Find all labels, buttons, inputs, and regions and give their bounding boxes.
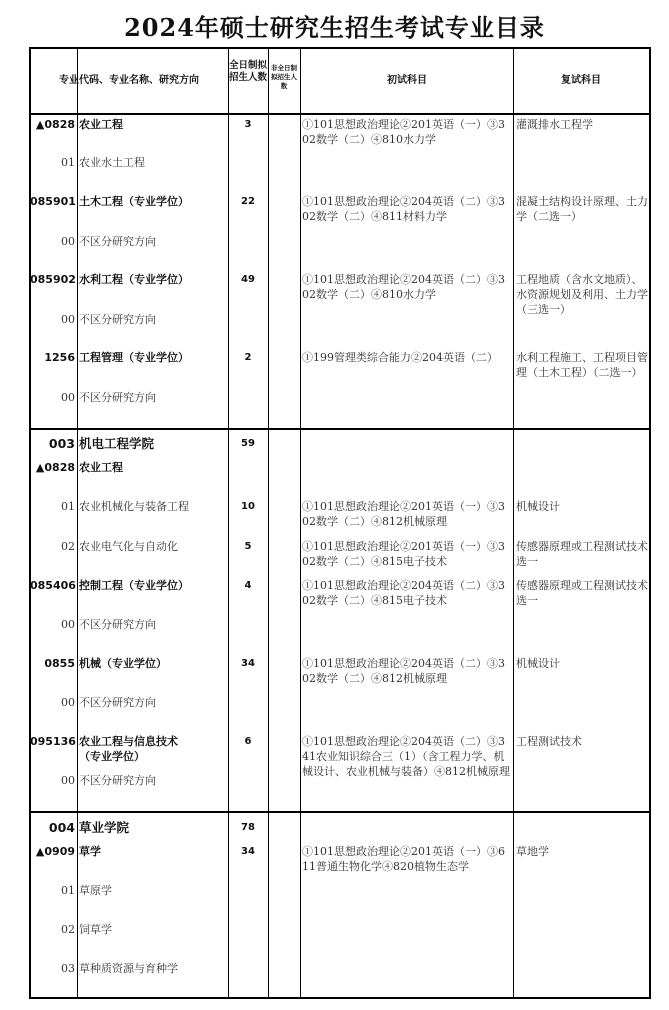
fulltime-count: 3 [244, 119, 252, 130]
fulltime-count: 34 [241, 846, 255, 857]
major-code: ▲0909 [35, 845, 75, 858]
college-name: 机电工程学院 [79, 436, 155, 451]
col-divider [268, 49, 269, 997]
college-code: 003 [48, 436, 75, 451]
fulltime-count: 78 [241, 822, 255, 833]
major-code: 085902 [30, 273, 76, 286]
col-divider [513, 49, 514, 997]
major-code: 0855 [44, 657, 75, 670]
major-code: 085901 [30, 195, 76, 208]
major-code: ▲0828 [35, 461, 75, 474]
direction-code: 01 [61, 884, 75, 897]
section-divider [31, 811, 649, 813]
direction-code: 00 [61, 391, 75, 404]
retest-subjects: 草地学 [516, 845, 549, 858]
major-name: 农业工程 [79, 461, 123, 474]
direction-name: 饲草学 [79, 923, 112, 936]
direction-code: 00 [61, 774, 75, 787]
header-parttime: 非全日制拟招生人数 [271, 64, 297, 90]
major-name: 农业工程与信息技术 [79, 735, 178, 748]
header-divider [31, 113, 649, 115]
major-name: 土木工程（专业学位） [79, 195, 189, 208]
direction-code: 01 [61, 500, 75, 513]
major-name: 草学 [79, 845, 101, 858]
direction-name: 不区分研究方向 [79, 391, 156, 404]
fulltime-count: 5 [244, 541, 252, 552]
section-divider [31, 428, 649, 430]
major-name: 工程管理（专业学位） [79, 351, 189, 364]
major-code: 1256 [44, 351, 75, 364]
major-code: 095136 [30, 735, 76, 748]
first-exam-subjects: ①101思想政治理论②201英语（一）③302数学（二）④810水力学 [302, 118, 505, 146]
direction-name: 不区分研究方向 [79, 618, 156, 631]
first-exam-subjects: ①199管理类综合能力②204英语（二） [302, 351, 498, 364]
direction-code: 00 [61, 696, 75, 709]
direction-code: 00 [61, 618, 75, 631]
first-exam-subjects: ①101思想政治理论②201英语（一）③611普通生物化学④820植物生态学 [302, 845, 505, 873]
direction-name: 不区分研究方向 [79, 696, 156, 709]
first-exam-subjects: ①101思想政治理论②201英语（一）③302数学（二）④812机械原理 [302, 500, 505, 528]
first-exam-subjects: ①101思想政治理论②204英语（二）③302数学（二）④811材料力学 [302, 195, 505, 223]
direction-name: 农业电气化与自动化 [79, 540, 178, 553]
page-title: 2024年硕士研究生招生考试专业目录 [124, 13, 545, 42]
first-exam-subjects: ①101思想政治理论②204英语（二）③302数学（二）④812机械原理 [302, 657, 505, 685]
college-name: 草业学院 [79, 820, 130, 835]
header-major: 专业代码、专业名称、研究方向 [59, 75, 199, 86]
header-fulltime: 全日制拟招生人数 [229, 60, 268, 83]
first-exam-subjects: ①101思想政治理论②204英语（二）③302数学（二）④815电子技术 [302, 579, 505, 607]
fulltime-count: 4 [244, 580, 252, 591]
retest-subjects: 灌溉排水工程学 [516, 118, 593, 131]
direction-name: 草种质资源与育种学 [79, 962, 178, 975]
direction-code: 01 [61, 156, 75, 169]
first-exam-subjects: ①101思想政治理论②201英语（一）③302数学（二）④815电子技术 [302, 540, 505, 568]
fulltime-count: 34 [241, 658, 255, 669]
header-first-exam: 初试科目 [387, 75, 427, 86]
fulltime-count: 6 [244, 736, 252, 747]
retest-subjects: 混凝土结构设计原理、土力学（二选一） [516, 195, 648, 223]
college-code: 004 [48, 820, 75, 835]
major-name-suffix: （专业学位） [79, 750, 145, 763]
retest-subjects: 传感器原理或工程测试技术选一 [516, 540, 648, 568]
fulltime-count: 2 [244, 352, 252, 363]
first-exam-subjects: ①101思想政治理论②204英语（二）③341农业知识综合三（1）（含工程力学、机械设计、农业机械与装备）④812机械原理 [302, 735, 510, 778]
direction-code: 02 [61, 923, 75, 936]
direction-name: 农业水土工程 [79, 156, 145, 169]
direction-code: 00 [61, 313, 75, 326]
retest-subjects: 机械设计 [516, 657, 560, 670]
direction-name: 不区分研究方向 [79, 313, 156, 326]
major-name: 水利工程（专业学位） [79, 273, 189, 286]
direction-code: 00 [61, 235, 75, 248]
retest-subjects: 工程地质（含水文地质）、水资源规划及利用、土力学（三选一） [516, 273, 648, 316]
col-divider [77, 49, 78, 997]
first-exam-subjects: ①101思想政治理论②204英语（二）③302数学（二）④810水力学 [302, 273, 505, 301]
direction-name: 草原学 [79, 884, 112, 897]
col-divider [300, 49, 301, 997]
retest-subjects: 水利工程施工、工程项目管理（土木工程）（二选一） [516, 351, 648, 379]
direction-code: 02 [61, 540, 75, 553]
major-code: ▲0828 [35, 118, 75, 131]
retest-subjects: 工程测试技术 [516, 735, 582, 748]
direction-name: 农业机械化与装备工程 [79, 500, 189, 513]
direction-code: 03 [61, 962, 75, 975]
direction-name: 不区分研究方向 [79, 235, 156, 248]
major-name: 机械（专业学位） [79, 657, 167, 670]
fulltime-count: 22 [241, 196, 255, 207]
header-retest: 复试科目 [561, 75, 601, 86]
major-name: 农业工程 [79, 118, 123, 131]
retest-subjects: 机械设计 [516, 500, 560, 513]
fulltime-count: 59 [241, 438, 255, 449]
retest-subjects: 传感器原理或工程测试技术选一 [516, 579, 648, 607]
major-name: 控制工程（专业学位） [79, 579, 189, 592]
fulltime-count: 10 [241, 501, 255, 512]
direction-name: 不区分研究方向 [79, 774, 156, 787]
fulltime-count: 49 [241, 274, 255, 285]
major-code: 085406 [30, 579, 76, 592]
